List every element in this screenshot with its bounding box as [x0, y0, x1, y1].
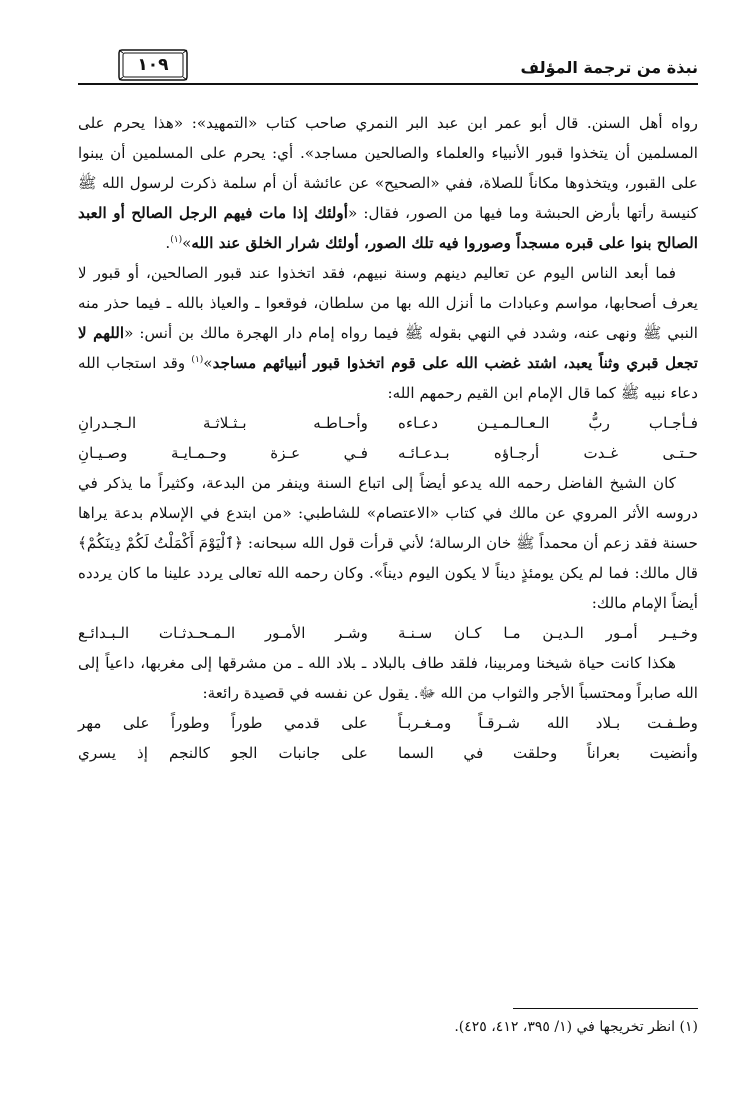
poem-verse: [78, 738, 698, 768]
header-title: نبذة من ترجمة المؤلف: [520, 58, 698, 77]
text-run: رواه أهل السنن. قال أبو عمر ابن عبد البر النمري صاحب كتاب «التمهيد»: «هذا يحرم على المسلمين أن يتخذوا قبور الأنبياء والعلماء والصالحين مساجد». أي: يحرم على المسلمين أن يبنوا على القبور، ويتخذوها مكاناً للصلاة، ففي «الصحيح» عن عائشة أن أم سلمة ذكرت لرسول الله ﷺ كنيسة رأتها بأرض الحبشة وما فيها من الصور، فقال: «: [78, 114, 698, 222]
running-header: [78, 40, 698, 90]
verse-second-hemistich: فـي عـزة وحـمـايـة وصـيـانِ: [78, 444, 368, 462]
hadith-quote: اللهم لا تجعل قبري وثناً يعبد، اشتد غضب الله على قوم اتخذوا قبور أنبيائهم مساجد: [78, 324, 698, 372]
footnote-divider: [513, 1008, 698, 1009]
text-run: »: [182, 234, 192, 252]
poem-verse: [78, 408, 698, 438]
page-number: ١٠٩: [137, 55, 169, 75]
poem-verse: [78, 618, 698, 648]
verse-first-hemistich: فـأجـاب ربُّ الـعـالـمـيـن دعـاءه: [398, 414, 698, 432]
verse-second-hemistich: على جانبات الجو كالنجم إذ يسري: [78, 744, 368, 762]
paragraph: هكذا كانت حياة شيخنا ومربينا، فلقد طاف بالبلاد ـ بلاد الله ـ من مشرقها إلى مغربها، داعياً إلى الله صابراً ومحتسباً الأجر والثواب من الله ﷻ. يقول عن نفسه في قصيدة رائعة:: [78, 654, 698, 702]
page-body: [78, 108, 698, 768]
page-number-frame: [118, 48, 188, 82]
paragraph: [78, 258, 698, 408]
footnote: (١) انظر تخريجها في (١/ ٣٩٥، ٤١٢، ٤٢٥).: [454, 1019, 698, 1035]
text-run: .: [165, 234, 171, 252]
verse-second-hemistich: على قدمي طوراً وطوراً على مهر: [78, 714, 368, 732]
verse-second-hemistich: وأحـاطـه بـثـلاثـة الـجـدرانِ: [78, 414, 368, 432]
verse-first-hemistich: وطـفـت بـلاد الله شـرقـاً ومـغـربـاً: [398, 714, 698, 732]
verse-first-hemistich: وخـيـر أمـور الـديـن مـا كـان سـنـة: [398, 624, 698, 642]
paragraph: [78, 108, 698, 258]
footnote-ref: (١): [170, 234, 183, 245]
paragraph: كان الشيخ الفاضل رحمه الله يدعو أيضاً إلى اتباع السنة وينفر من البدعة، وكثيراً ما يذكر في دروسه الأثر المروي عن مالك في كتاب «الاعتصام» للشاطبي: «من ابتدع في الإسلام بدعة يراها حسنة فقد زعم أن محمداً ﷺ خان الرسالة؛ لأني قرأت قول الله سبحانه: ﴿ٱلْيَوْمَ أَكْمَلْتُ لَكُمْ دِينَكُمْ﴾ قال مالك: فما لم يكن يومئذٍ ديناً لا يكون اليوم ديناً». وكان رحمه الله تعالى يردد علينا ما كان يردده أيضاً الإمام مالك:: [78, 474, 698, 612]
verse-first-hemistich: وأنضيت بعراناً وحلقت في السما: [398, 744, 698, 762]
verse-first-hemistich: حـتـى غـدت أرجـاؤه بـدعـائـه: [398, 444, 698, 462]
header-divider: [78, 83, 698, 85]
text-run: فما أبعد الناس اليوم عن تعاليم دينهم وسنة نبيهم، فقد اتخذوا عند قبور الصالحين، أو قبور لا يعرف أصحابها، مواسم وعبادات ما أنزل الله بها من سلطان، فوقعوا ـ والعياذ بالله ـ فيما حذر منه النبي ﷺ ونهى عنه، وشدد في النهي بقوله ﷺ فيما رواه إمام دار الهجرة مالك بن أنس: «: [78, 264, 699, 342]
text-run: وقد استجاب الله دعاء نبيه ﷺ كما قال الإمام ابن القيم رحمهم الله:: [78, 354, 698, 402]
footnote-ref: (١): [191, 354, 204, 365]
poem-verse: [78, 708, 698, 738]
text-run: »: [203, 354, 213, 372]
hadith-quote: أولئك إذا مات فيهم الرجل الصالح أو العبد الصالح بنوا على قبره مسجداً وصوروا فيه تلك الصور، أولئك شرار الخلق عند الله: [78, 204, 698, 252]
poem-verse: [78, 438, 698, 468]
verse-second-hemistich: وشـر الأمـور الـمـحـدثـات الـبـدائـع: [78, 624, 368, 642]
